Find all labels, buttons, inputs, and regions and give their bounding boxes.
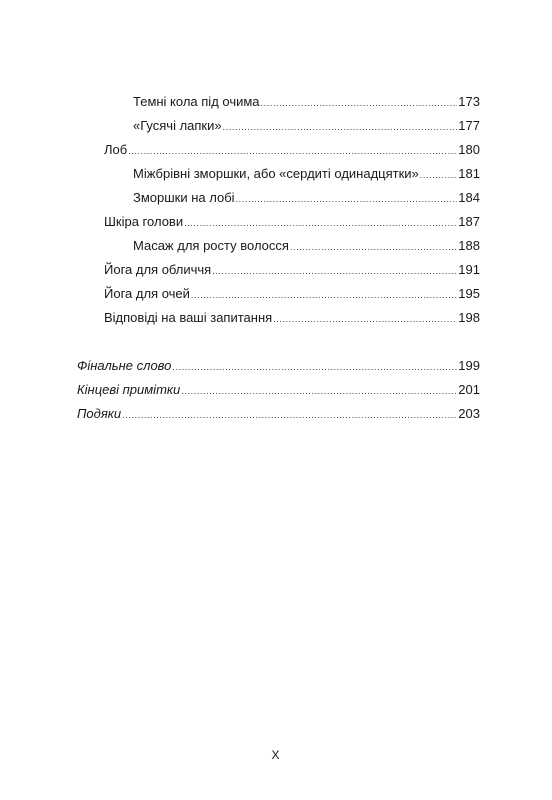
dot-leader — [223, 119, 458, 135]
toc-entry — [104, 262, 480, 279]
toc-entry-page: 180 — [458, 142, 480, 157]
toc-entry-page: 184 — [458, 190, 480, 205]
toc-entry — [133, 166, 480, 183]
toc-entry-title: Шкіра голови — [104, 214, 184, 229]
dot-leader — [273, 311, 457, 327]
toc-entry-title: Фінальне слово — [77, 358, 172, 373]
toc-entry-page: 198 — [458, 310, 480, 325]
toc-entry-title: Зморшки на лобі — [133, 190, 235, 205]
dot-leader — [181, 383, 457, 399]
dot-leader — [290, 239, 457, 255]
toc-entry-page: 173 — [458, 94, 480, 109]
dot-leader — [122, 407, 457, 423]
toc-entry — [104, 286, 480, 303]
toc-entry-title: Йога для очей — [104, 286, 190, 301]
toc-entry — [77, 358, 480, 375]
toc-entry-title: Подяки — [77, 406, 122, 421]
toc-entry-page: 201 — [458, 382, 480, 397]
toc-entry-page: 195 — [458, 286, 480, 301]
toc-entry — [133, 238, 480, 255]
toc-entry-title: Темні кола під очима — [133, 94, 260, 109]
dot-leader — [261, 95, 458, 111]
toc-entry — [133, 190, 480, 207]
toc-entry-page: 191 — [458, 262, 480, 277]
toc-entry-page: 181 — [458, 166, 480, 181]
toc-entry — [133, 118, 480, 135]
dot-leader — [172, 359, 457, 375]
dot-leader — [184, 215, 457, 231]
toc-entry — [104, 214, 480, 231]
dot-leader — [236, 191, 458, 207]
toc-entry — [104, 142, 480, 159]
toc-entry-title: Лоб — [104, 142, 128, 157]
toc-entry-page: 187 — [458, 214, 480, 229]
toc-entry-title: Кінцеві примітки — [77, 382, 181, 397]
toc-entry-page: 203 — [458, 406, 480, 421]
toc-entry-title: Міжбрівні зморшки, або «сердиті одинадцятки» — [133, 166, 419, 181]
page-number: X — [271, 748, 281, 762]
toc-entry-page: 199 — [458, 358, 480, 373]
toc-entry-title: Відповіді на ваші запитання — [104, 310, 273, 325]
dot-leader — [128, 143, 457, 159]
toc-entry-title: «Гусячі лапки» — [133, 118, 222, 133]
toc-entry — [77, 406, 480, 423]
toc-entry-title: Йога для обличчя — [104, 262, 212, 277]
toc-entry — [77, 382, 480, 399]
dot-leader — [212, 263, 457, 279]
toc-entry — [133, 94, 480, 111]
toc-entry-page: 177 — [458, 118, 480, 133]
toc-entry-title: Масаж для росту волосся — [133, 238, 289, 253]
toc-entry — [104, 310, 480, 327]
toc-entry-page: 188 — [458, 238, 480, 253]
dot-leader — [191, 287, 457, 303]
dot-leader — [420, 167, 458, 183]
